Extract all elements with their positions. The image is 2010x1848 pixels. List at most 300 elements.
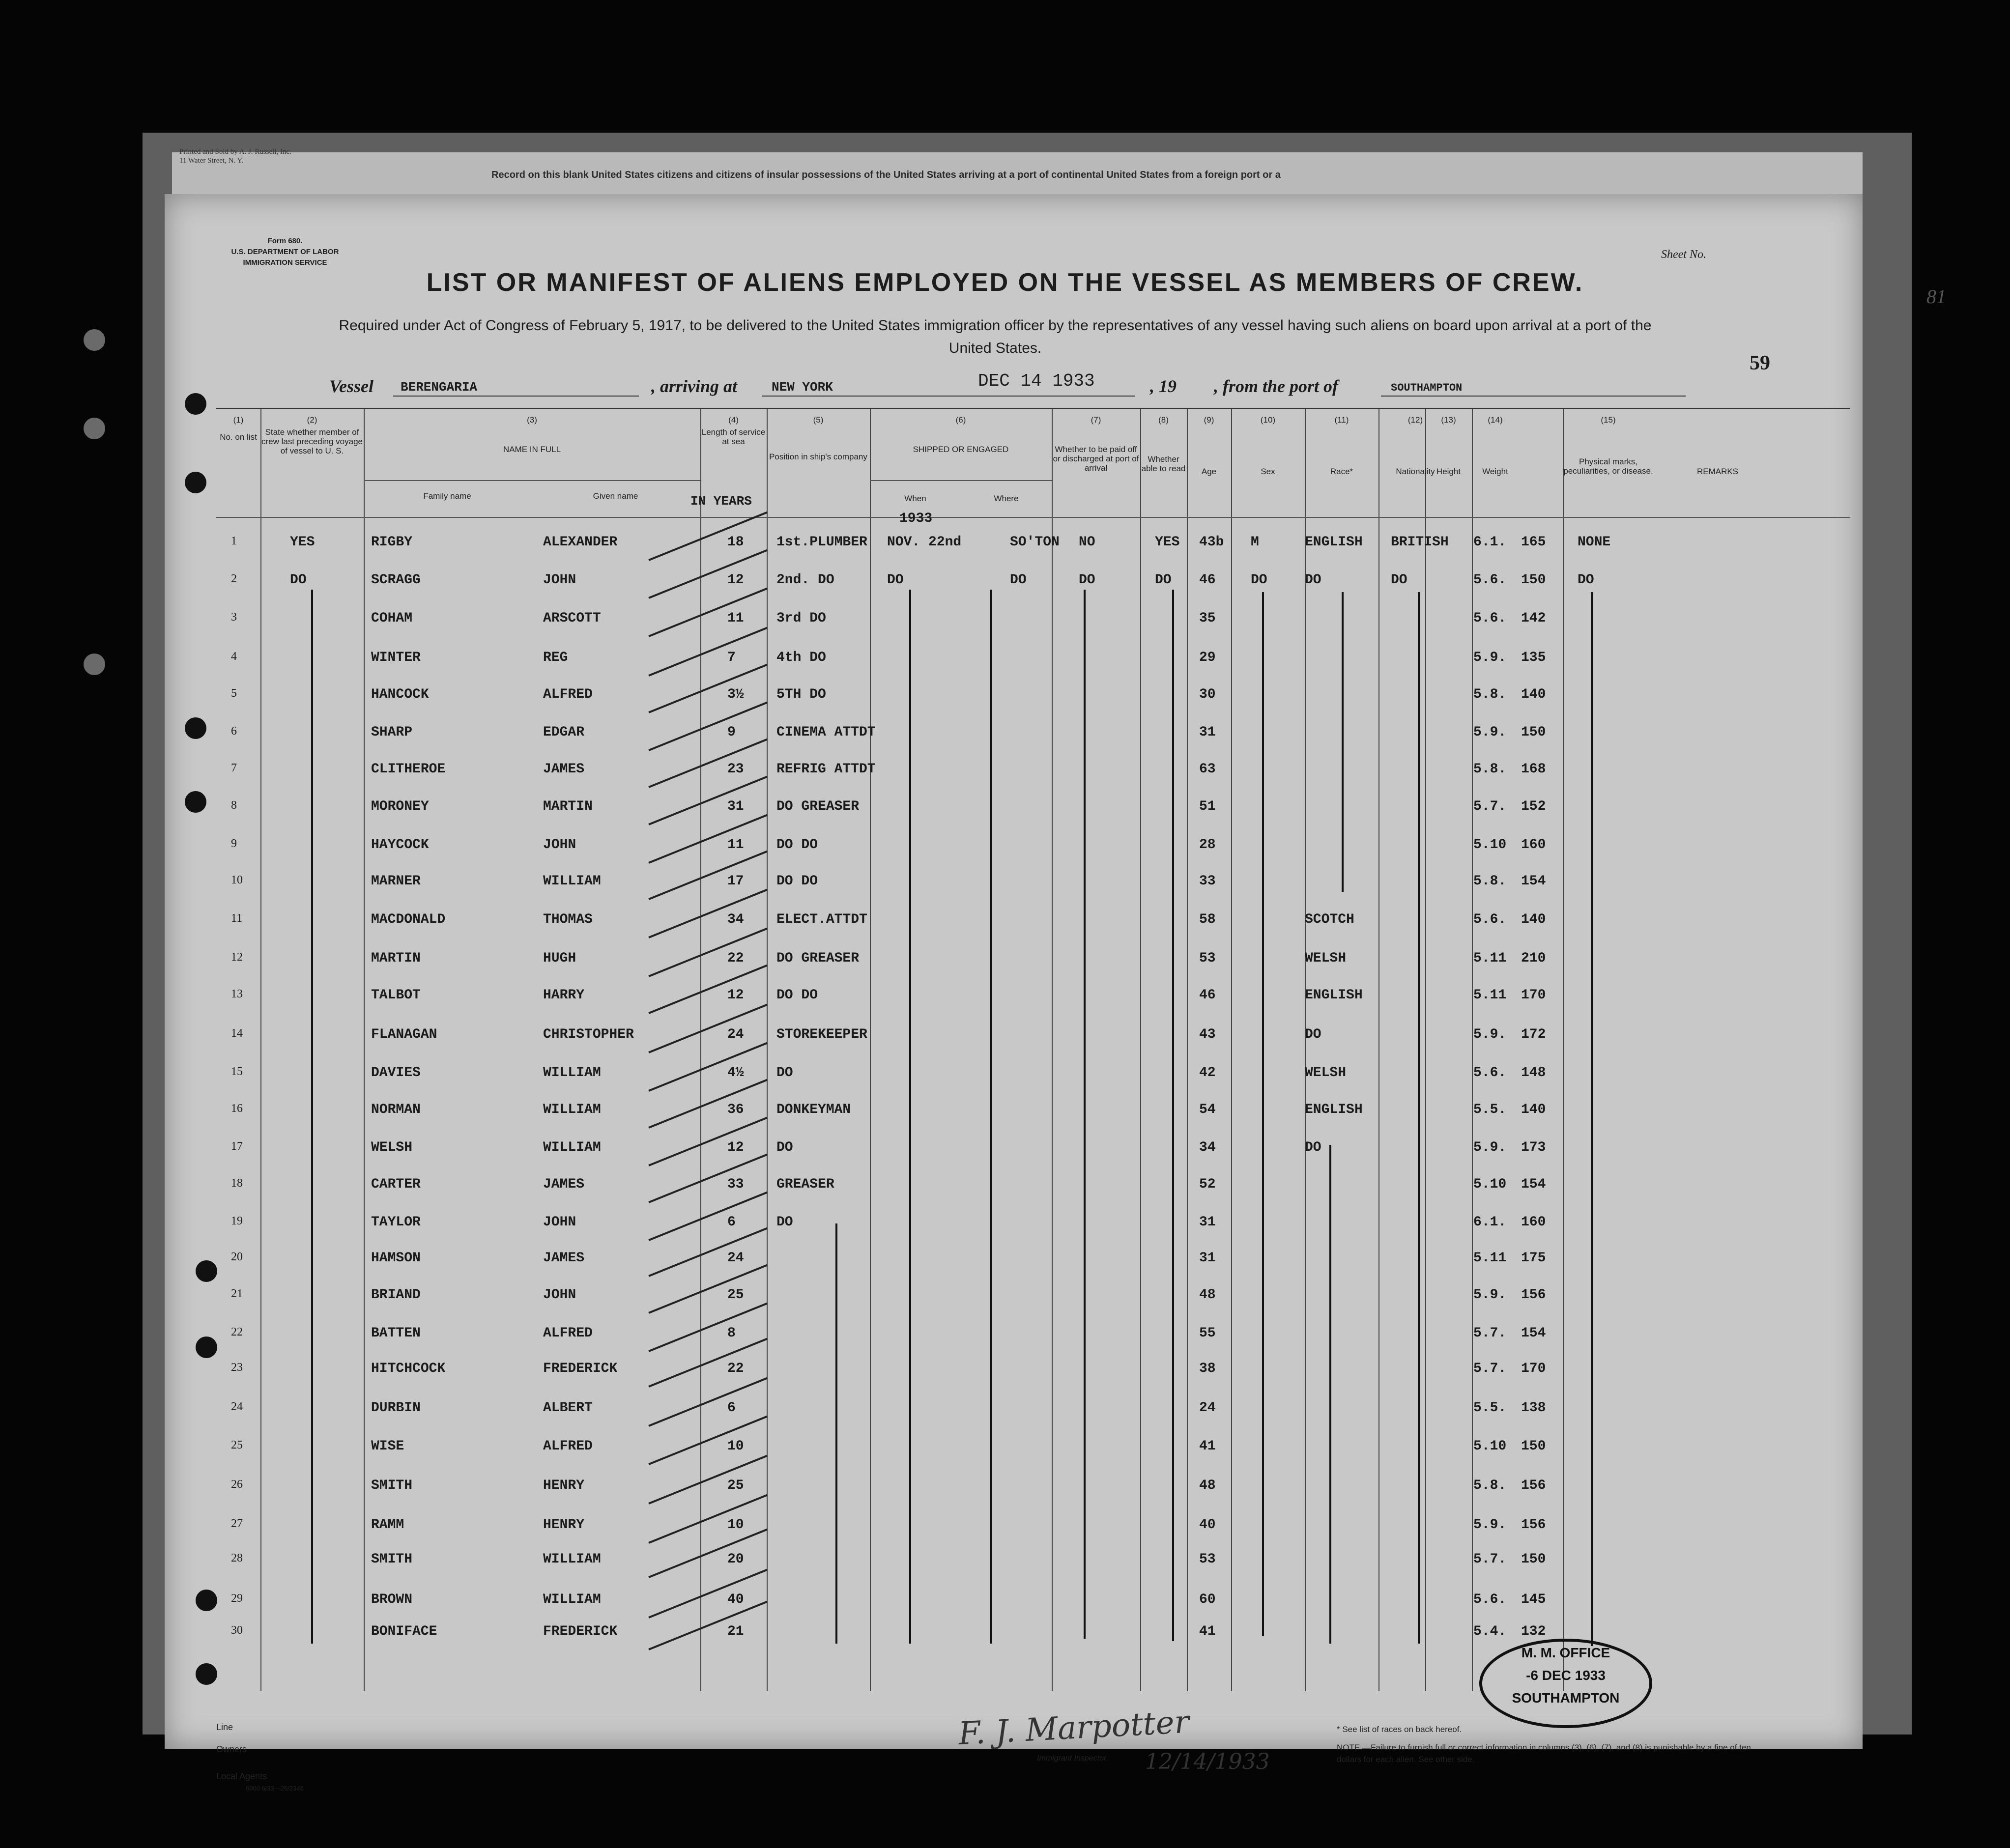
cell-height: 6.1.: [1473, 535, 1507, 550]
cell-no: 22: [231, 1326, 243, 1338]
cell-no: 20: [231, 1251, 243, 1263]
cell-where: SO'TON: [1010, 535, 1060, 550]
manifest-table: [216, 408, 1850, 1691]
column-header-where: Where: [994, 494, 1019, 503]
cell-race: WELSH: [1305, 1065, 1347, 1080]
cell-family: MACDONALD: [371, 912, 446, 927]
cell-weight: 156: [1521, 1287, 1546, 1303]
ditto-line: [1329, 1145, 1331, 1644]
ditto-line: [1342, 592, 1344, 892]
column-number: (12): [1407, 415, 1423, 425]
cell-years: 9: [727, 725, 736, 740]
cell-position: DONKEYMAN: [776, 1102, 851, 1117]
cell-given: THOMAS: [543, 912, 593, 927]
column-number: (10): [1260, 415, 1276, 425]
cell-years: 6: [727, 1215, 736, 1230]
column-header-state: State whether member of crew last preceding voyage of vessel to U. S.: [261, 427, 363, 455]
cell-years: 22: [727, 1361, 744, 1376]
cell-no: 15: [231, 1065, 243, 1078]
cell-no: 19: [231, 1215, 243, 1227]
cell-height: 5.8.: [1473, 762, 1507, 777]
cell-age: 58: [1199, 912, 1216, 927]
cell-when: NOV. 22nd: [887, 535, 962, 550]
column-header-paid: Whether to be paid off or discharged at port of arrival: [1053, 445, 1139, 473]
cell-height: 5.9.: [1473, 725, 1507, 740]
printer-line-2: 11 Water Street, N. Y.: [179, 157, 244, 165]
cell-age: 34: [1199, 1140, 1216, 1155]
cell-age: 63: [1199, 762, 1216, 777]
races-note: * See list of races on back hereof.: [1337, 1725, 1462, 1734]
cell-height: 5.5.: [1473, 1102, 1507, 1117]
cell-nationality: DO: [1391, 572, 1407, 588]
cell-given: ARSCOTT: [543, 611, 601, 626]
cell-given: JAMES: [543, 1251, 585, 1266]
punch-hole: [196, 1336, 217, 1358]
cell-height: 5.10: [1473, 1439, 1507, 1454]
cell-height: 5.7.: [1473, 1552, 1507, 1567]
cell-height: 5.8.: [1473, 687, 1507, 702]
column-number: (14): [1488, 415, 1503, 425]
cell-family: MORONEY: [371, 799, 429, 814]
cell-years: 11: [727, 837, 744, 853]
cell-position: 5TH DO: [776, 687, 826, 702]
cell-weight: 150: [1521, 572, 1546, 588]
column-number: (6): [955, 415, 966, 425]
cell-family: HANCOCK: [371, 687, 429, 702]
cell-age: 46: [1199, 572, 1216, 588]
stamp-date: -6 DEC 1933: [1526, 1668, 1606, 1683]
cell-given: ALBERT: [543, 1400, 593, 1416]
cell-no: 29: [231, 1592, 243, 1605]
column-number: (3): [527, 415, 537, 425]
cell-read: YES: [1155, 535, 1180, 550]
cell-age: 31: [1199, 1251, 1216, 1266]
cell-height: 5.7.: [1473, 1326, 1507, 1341]
length-units-typed: IN YEARS: [690, 494, 752, 509]
cell-family: WINTER: [371, 650, 421, 665]
cell-family: BATTEN: [371, 1326, 421, 1341]
cell-family: SCRAGG: [371, 572, 421, 588]
punch-hole: [185, 791, 206, 813]
cell-read: DO: [1155, 572, 1172, 588]
cell-position: GREASER: [776, 1177, 834, 1192]
cell-years: 10: [727, 1517, 744, 1533]
column-header-height: Height: [1436, 467, 1461, 476]
cell-position: REFRIG ATTDT: [776, 762, 876, 777]
document-title: LIST OR MANIFEST OF ALIENS EMPLOYED ON THE VESSEL AS MEMBERS OF CREW.: [426, 268, 1584, 297]
cell-family: HAYCOCK: [371, 837, 429, 853]
cell-age: 28: [1199, 837, 1216, 853]
cell-given: MARTIN: [543, 799, 593, 814]
cell-years: 36: [727, 1102, 744, 1117]
cell-given: JOHN: [543, 1215, 576, 1230]
local-agents-label: Local Agents: [216, 1771, 267, 1781]
cell-family: DAVIES: [371, 1065, 421, 1080]
cell-weight: 150: [1521, 725, 1546, 740]
stamp-office: M. M. OFFICE: [1521, 1645, 1610, 1660]
cell-no: 7: [231, 762, 237, 774]
cell-years: 11: [727, 611, 744, 626]
vessel-name: BERENGARIA: [401, 380, 478, 395]
cell-weight: 135: [1521, 650, 1546, 665]
owners-label: Owners: [216, 1744, 247, 1754]
cell-age: 30: [1199, 687, 1216, 702]
cell-age: 29: [1199, 650, 1216, 665]
cell-years: 3½: [727, 687, 744, 702]
form-service: IMMIGRATION SERVICE: [243, 258, 327, 267]
cell-no: 21: [231, 1287, 243, 1300]
cell-height: 5.4.: [1473, 1624, 1507, 1639]
cell-height: 5.11: [1473, 988, 1507, 1003]
column-header-shipped: SHIPPED OR ENGAGED: [913, 445, 1009, 454]
cell-given: WILLIAM: [543, 1065, 601, 1080]
cell-age: 33: [1199, 874, 1216, 889]
cell-given: JOHN: [543, 572, 576, 588]
cell-years: 25: [727, 1478, 744, 1493]
punch-hole: [185, 717, 206, 739]
cell-position: STOREKEEPER: [776, 1027, 867, 1042]
cell-given: FREDERICK: [543, 1361, 618, 1376]
cell-age: 41: [1199, 1624, 1216, 1639]
cell-family: RIGBY: [371, 535, 413, 550]
cell-position: ELECT.ATTDT: [776, 912, 867, 927]
cell-weight: 170: [1521, 988, 1546, 1003]
cell-years: 24: [727, 1251, 744, 1266]
cell-position: 1st.PLUMBER: [776, 535, 867, 550]
office-stamp: [1479, 1639, 1652, 1728]
cell-years: 6: [727, 1400, 736, 1416]
cell-height: 5.9.: [1473, 1140, 1507, 1155]
ditto-line: [990, 590, 992, 1644]
cell-weight: 154: [1521, 1177, 1546, 1192]
column-header-sex: Sex: [1261, 467, 1275, 476]
cell-age: 52: [1199, 1177, 1216, 1192]
cell-position: DO: [776, 1065, 793, 1080]
cell-given: REG: [543, 650, 568, 665]
column-header-weight: Weight: [1482, 467, 1508, 476]
cell-years: 25: [727, 1287, 744, 1303]
cell-state: YES: [290, 535, 315, 550]
cell-weight: 140: [1521, 687, 1546, 702]
cell-age: 43: [1199, 1027, 1216, 1042]
cell-weight: 138: [1521, 1400, 1546, 1416]
cell-weight: 156: [1521, 1517, 1546, 1533]
cell-when: DO: [887, 572, 904, 588]
column-number: (11): [1334, 415, 1349, 425]
cell-race: DO: [1305, 572, 1321, 588]
cell-family: WELSH: [371, 1140, 413, 1155]
punch-hole: [84, 654, 105, 675]
cell-family: BROWN: [371, 1592, 413, 1607]
cell-years: 23: [727, 762, 744, 777]
cell-age: 60: [1199, 1592, 1216, 1607]
cell-height: 5.11: [1473, 1251, 1507, 1266]
punch-hole: [196, 1590, 217, 1611]
cell-height: 5.10: [1473, 837, 1507, 853]
cell-given: CHRISTOPHER: [543, 1027, 634, 1042]
cell-years: 18: [727, 535, 744, 550]
cell-given: WILLIAM: [543, 1592, 601, 1607]
column-number: (2): [307, 415, 317, 425]
vessel-line: [329, 371, 1691, 400]
cell-no: 3: [231, 611, 237, 624]
cell-no: 18: [231, 1177, 243, 1190]
vessel-label: Vessel: [329, 376, 373, 396]
cell-weight: 132: [1521, 1624, 1546, 1639]
cell-age: 48: [1199, 1478, 1216, 1493]
cell-height: 5.8.: [1473, 874, 1507, 889]
cell-given: WILLIAM: [543, 1552, 601, 1567]
column-header-family: Family name: [423, 491, 471, 501]
cell-given: JOHN: [543, 1287, 576, 1303]
cell-no: 13: [231, 988, 243, 1000]
cell-age: 40: [1199, 1517, 1216, 1533]
cell-position: CINEMA ATTDT: [776, 725, 876, 740]
cell-height: 5.10: [1473, 1177, 1507, 1192]
ditto-line: [1262, 592, 1264, 1636]
cell-years: 33: [727, 1177, 744, 1192]
column-number: (1): [233, 415, 244, 425]
cell-weight: 160: [1521, 1215, 1546, 1230]
cell-family: FLANAGAN: [371, 1027, 437, 1042]
cell-position: 2nd. DO: [776, 572, 834, 588]
cell-weight: 152: [1521, 799, 1546, 814]
column-header-position: Position in ship's company: [769, 452, 867, 461]
stamp-port: SOUTHAMPTON: [1512, 1690, 1620, 1706]
column-number: (5): [813, 415, 824, 425]
cell-age: 42: [1199, 1065, 1216, 1080]
printer-line-1: Printed and Sold by A. J. Russell, Inc.: [179, 148, 291, 156]
cell-family: COHAM: [371, 611, 413, 626]
cell-weight: 150: [1521, 1552, 1546, 1567]
cell-given: WILLIAM: [543, 874, 601, 889]
sheet-handwritten-number: 81: [1926, 285, 1946, 308]
cell-age: 24: [1199, 1400, 1216, 1416]
cell-years: 34: [727, 912, 744, 927]
cell-no: 24: [231, 1400, 243, 1413]
cell-no: 30: [231, 1624, 243, 1637]
cell-no: 25: [231, 1439, 243, 1451]
ditto-line: [835, 1223, 837, 1644]
cell-no: 10: [231, 874, 243, 886]
cell-weight: 210: [1521, 951, 1546, 966]
cell-family: WISE: [371, 1439, 404, 1454]
cell-position: 3rd DO: [776, 611, 826, 626]
column-header-no: No. on list: [220, 432, 257, 442]
cell-given: ALEXANDER: [543, 535, 618, 550]
cell-age: 53: [1199, 951, 1216, 966]
cell-no: 1: [231, 535, 237, 547]
printer-credit: [179, 147, 291, 165]
cell-height: 5.7.: [1473, 799, 1507, 814]
cell-given: HUGH: [543, 951, 576, 966]
signature-name: F. J. Marpotter: [957, 1704, 1190, 1753]
shipped-year: 1933: [899, 511, 933, 526]
cell-weight: 165: [1521, 535, 1546, 550]
cell-height: 5.6.: [1473, 611, 1507, 626]
column-header-age: Age: [1201, 467, 1217, 476]
cell-state: DO: [290, 572, 307, 588]
cell-height: 5.9.: [1473, 1287, 1507, 1303]
cell-age: 55: [1199, 1326, 1216, 1341]
cell-age: 54: [1199, 1102, 1216, 1117]
cell-weight: 145: [1521, 1592, 1546, 1607]
cell-age: 46: [1199, 988, 1216, 1003]
punch-hole: [185, 472, 206, 493]
cell-no: 27: [231, 1517, 243, 1530]
cell-position: DO DO: [776, 988, 818, 1003]
form-number: Form 680.: [267, 237, 303, 245]
cell-no: 9: [231, 837, 237, 850]
sheet-number-label: Sheet No.: [1661, 248, 1706, 261]
cell-weight: 168: [1521, 762, 1546, 777]
ditto-line: [311, 590, 313, 1644]
cell-years: 17: [727, 874, 744, 889]
cell-family: SHARP: [371, 725, 413, 740]
cell-years: 40: [727, 1592, 744, 1607]
cell-years: 24: [727, 1027, 744, 1042]
cell-position: DO DO: [776, 874, 818, 889]
cell-given: JOHN: [543, 837, 576, 853]
cell-height: 6.1.: [1473, 1215, 1507, 1230]
cell-no: 8: [231, 799, 237, 812]
cell-years: 4½: [727, 1065, 744, 1080]
form-info: [211, 236, 359, 268]
arrival-date-stamp: DEC 14 1933: [978, 371, 1095, 391]
cell-no: 12: [231, 951, 243, 964]
cell-position: DO GREASER: [776, 799, 860, 814]
cell-weight: 173: [1521, 1140, 1546, 1155]
form-department: U.S. DEPARTMENT OF LABOR: [231, 248, 339, 256]
cell-height: 5.6.: [1473, 1065, 1507, 1080]
cell-family: CARTER: [371, 1177, 421, 1192]
cell-given: JAMES: [543, 762, 585, 777]
cell-years: 12: [727, 572, 744, 588]
cell-years: 21: [727, 1624, 744, 1639]
cell-physical: DO: [1578, 572, 1594, 588]
cell-age: 48: [1199, 1287, 1216, 1303]
cell-race: ENGLISH: [1305, 1102, 1363, 1117]
ditto-line: [909, 590, 911, 1644]
cell-given: FREDERICK: [543, 1624, 618, 1639]
cell-family: BONIFACE: [371, 1624, 437, 1639]
cell-family: SMITH: [371, 1552, 413, 1567]
cell-years: 10: [727, 1439, 744, 1454]
column-number: (8): [1158, 415, 1169, 425]
cell-height: 5.9.: [1473, 1517, 1507, 1533]
cell-paid: DO: [1079, 572, 1095, 588]
cell-race: WELSH: [1305, 951, 1347, 966]
punch-hole: [196, 1260, 217, 1282]
punch-hole: [185, 393, 206, 415]
inspector-label: Immigrant Inspector.: [1037, 1754, 1109, 1763]
cell-where: DO: [1010, 572, 1027, 588]
column-header-length: Length of service at sea: [701, 427, 766, 446]
cell-family: CLITHEROE: [371, 762, 446, 777]
cell-height: 5.9.: [1473, 650, 1507, 665]
cell-physical: NONE: [1578, 535, 1611, 550]
cell-weight: 142: [1521, 611, 1546, 626]
cell-years: 12: [727, 988, 744, 1003]
cell-nationality: BRITISH: [1391, 535, 1449, 550]
cell-given: ALFRED: [543, 687, 593, 702]
cell-paid: NO: [1079, 535, 1095, 550]
cell-weight: 172: [1521, 1027, 1546, 1042]
cell-family: HAMSON: [371, 1251, 421, 1266]
line-label: Line: [216, 1722, 233, 1732]
cell-age: 35: [1199, 611, 1216, 626]
ditto-line: [1418, 592, 1420, 1644]
cell-age: 41: [1199, 1439, 1216, 1454]
cell-height: 5.6.: [1473, 912, 1507, 927]
underlying-page-note: Record on this blank United States citizens and citizens of insular possessions of the United States arriving at a port of continental United States from a foreign port or a: [491, 170, 1281, 180]
ditto-line: [1084, 590, 1086, 1639]
column-number: (9): [1204, 415, 1214, 425]
cell-age: 51: [1199, 799, 1216, 814]
cell-height: 5.8.: [1473, 1478, 1507, 1493]
cell-height: 5.9.: [1473, 1027, 1507, 1042]
cell-family: SMITH: [371, 1478, 413, 1493]
cell-no: 28: [231, 1552, 243, 1564]
cell-family: HITCHCOCK: [371, 1361, 446, 1376]
cell-sex: M: [1251, 535, 1259, 550]
cell-race: DO: [1305, 1027, 1321, 1042]
column-header-name: NAME IN FULL: [503, 445, 561, 454]
cell-height: 5.7.: [1473, 1361, 1507, 1376]
ditto-line: [1172, 590, 1174, 1641]
cell-weight: 170: [1521, 1361, 1546, 1376]
cell-age: 53: [1199, 1552, 1216, 1567]
print-code: 6000 6/33—26/2346: [246, 1785, 304, 1792]
cell-years: 8: [727, 1326, 736, 1341]
cell-no: 5: [231, 687, 237, 700]
cell-given: HENRY: [543, 1517, 585, 1533]
cell-given: HENRY: [543, 1478, 585, 1493]
cell-age: 43b: [1199, 535, 1224, 550]
cell-no: 6: [231, 725, 237, 738]
cell-weight: 154: [1521, 874, 1546, 889]
arrival-port: NEW YORK: [772, 380, 833, 395]
cell-family: DURBIN: [371, 1400, 421, 1416]
cell-weight: 150: [1521, 1439, 1546, 1454]
cell-years: 22: [727, 951, 744, 966]
column-number: (7): [1091, 415, 1101, 425]
column-header-remarks: REMARKS: [1696, 467, 1739, 476]
cell-height: 5.6.: [1473, 1592, 1507, 1607]
punch-hole: [84, 418, 105, 439]
penalty-note: NOTE.—Failure to furnish full or correct information in columns (3), (6), (7), and (8) is punishable by a fine of ten dollars for each alien. See other side.: [1337, 1743, 1751, 1764]
cell-race: SCOTCH: [1305, 912, 1354, 927]
cell-no: 16: [231, 1102, 243, 1115]
column-header-when: When: [904, 494, 926, 503]
column-header-race: Race*: [1330, 467, 1353, 476]
cell-family: BRIAND: [371, 1287, 421, 1303]
cell-race: ENGLISH: [1305, 988, 1363, 1003]
departure-port: SOUTHAMPTON: [1391, 382, 1463, 394]
column-header-physical: Physical marks, peculiarities, or disease.: [1563, 457, 1653, 476]
cell-no: 11: [231, 912, 243, 925]
cell-height: 5.6.: [1473, 572, 1507, 588]
cell-position: DO: [776, 1215, 793, 1230]
cell-weight: 160: [1521, 837, 1546, 853]
document-subtitle: Required under Act of Congress of February 5, 1917, to be delivered to the United States immigration officer by the representatives of any vessel having such aliens on board upon arrival at a port of the United States.: [339, 317, 1652, 356]
cell-height: 5.11: [1473, 951, 1507, 966]
cell-no: 26: [231, 1478, 243, 1491]
punch-hole: [196, 1663, 217, 1685]
signature-date: 12/14/1933: [1145, 1749, 1270, 1774]
cell-years: 12: [727, 1140, 744, 1155]
arriving-label: , arriving at: [651, 376, 738, 396]
